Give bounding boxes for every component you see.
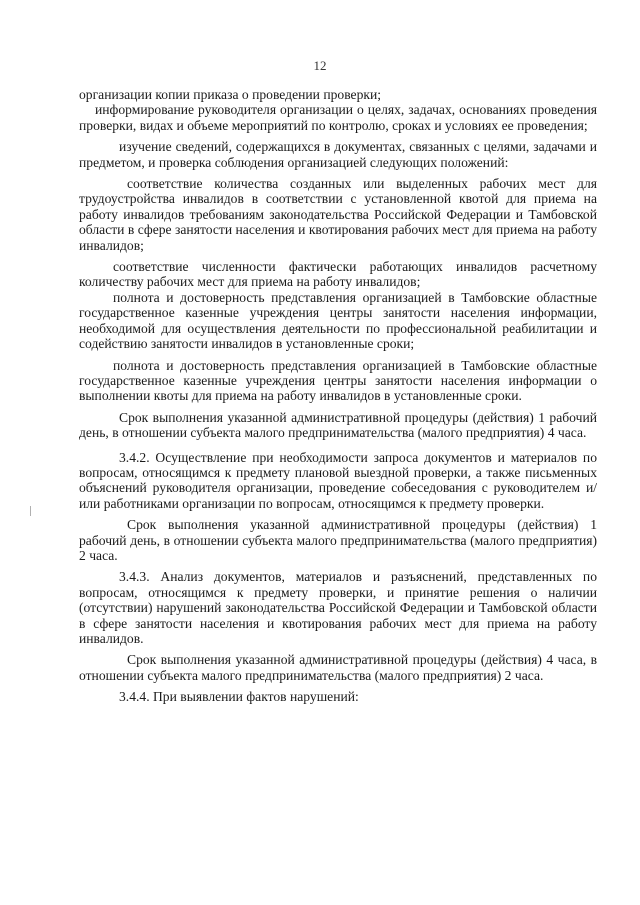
- paragraph-quota-compliance: соответствие количества созданных или выделенных рабочих мест для трудоустройства инвалидов в соответствии с установленной квотой для приема на работу инвалидов требованиям законодательства Российской Федерации и Тамбовской области в сфере занятости населения и квотирования рабочих мест для приема на работу инвалидов;: [79, 176, 597, 253]
- paragraph-section-3-4-4: 3.4.4. При выявлении фактов нарушений:: [119, 689, 359, 705]
- page-body: [79, 87, 597, 705]
- paragraph-section-3-4-2: 3.4.2. Осуществление при необходимости запроса документов и материалов по вопросам, относящимся к предмету плановой выездной проверки, а также письменных объяснений руководителя организации, проведение собеседования с руководителем и/или работниками организации по вопросам, относящимся к предмету проверки.: [79, 449, 597, 511]
- paragraph-order-copy: организации копии приказа о проведении проверки;: [79, 87, 382, 102]
- paragraph-info-rehabilitation: полнота и достоверность представления организацией в Тамбовские областные государственное казенные учреждения центры занятости населения информации, необходимой для осуществления деятельности по профессиональной реабилитации и содействию занятости инвалидов в установленные сроки;: [79, 289, 597, 352]
- paragraph-study-documents: изучение сведений, содержащихся в документах, связанных с целями, задачами и предметом, и проверка соблюдения организацией следующих положений:: [79, 139, 597, 170]
- paragraph-deadline-2: Срок выполнения указанной административной процедуры (действия) 1 рабочий день, в отношении субъекта малого предпринимательства (малого предприятия) 2 часа.: [79, 517, 597, 563]
- page-number: 12: [313, 58, 327, 73]
- scan-margin-mark: [30, 506, 31, 516]
- paragraph-disabled-count: соответствие численности фактически работающих инвалидов расчетному количеству рабочих мест для приема на работу инвалидов;: [79, 259, 597, 290]
- paragraph-deadline-1: Срок выполнения указанной административной процедуры (действия) 1 рабочий день, в отношении субъекта малого предпринимательства (малого предприятия) 4 часа.: [79, 409, 597, 441]
- paragraph-informing-head: информирование руководителя организации о целях, задачах, основаниях проведения проверки, видах и объеме мероприятий по контролю, сроках и условиях ее проведения;: [79, 102, 597, 133]
- paragraph-deadline-3: Срок выполнения указанной административной процедуры (действия) 4 часа, в отношении субъекта малого предпринимательства (малого предприятия) 2 часа.: [79, 652, 597, 683]
- paragraph-info-quota: полнота и достоверность представления организацией в Тамбовские областные государственное казенные учреждения центры занятости населения информации о выполнении квоты для приема на работу инвалидов в установленные сроки.: [79, 357, 597, 404]
- paragraph-section-3-4-3: 3.4.3. Анализ документов, материалов и разъяснений, представленных по вопросам, относящимся к предмету проверки, и принятие решения о наличии (отсутствии) нарушений законодательства Российской Федерации и Тамбовской области в сфере занятости населения и квотирования рабочих мест для приема на работу инвалидов.: [79, 569, 597, 646]
